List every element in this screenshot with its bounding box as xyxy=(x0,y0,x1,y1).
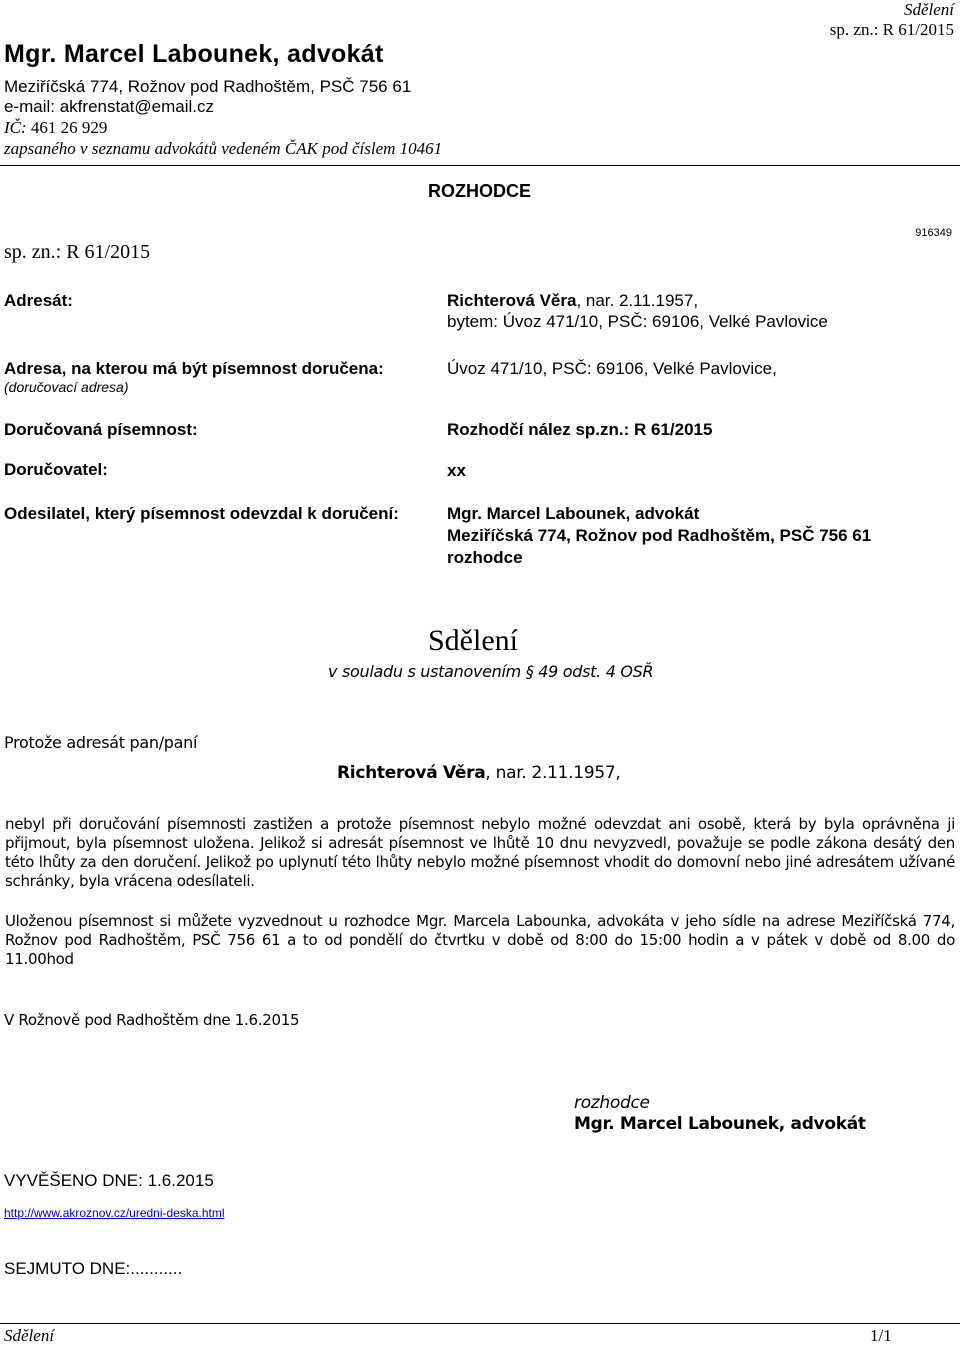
firm-address: Meziříčská 774, Rožnov pod Radhoštěm, PSČ 756 61 xyxy=(4,77,412,96)
addressee-label: Adresát: xyxy=(4,291,73,310)
role-heading: ROZHODCE xyxy=(428,181,531,201)
ic-value: 461 26 929 xyxy=(30,118,108,137)
footer-page-number: 1/1 xyxy=(870,1326,892,1345)
signature-role: rozhodce xyxy=(574,1093,650,1113)
posted-date: VYVĚŠENO DNE: 1.6.2015 xyxy=(4,1171,214,1190)
addressee-birth: , nar. 2.11.1957, xyxy=(576,291,699,310)
spzn-top: sp. zn.: R 61/2015 xyxy=(829,20,954,39)
notice-paragraph-2: Uloženou písemnost si můžete vyzvednout u rozhodce Mgr. Marcela Labounka, advokáta v jeho sídle na adrese Meziříčská 774, Rožnov pod Radhoštěm, PSČ 756 61 a to od pondělí do čtvrtku v době od 8:00 do 15:00 hodin a v pátek v době od 8.00 do 11.00hod xyxy=(5,912,955,968)
firm-registration: zapsaného v seznamu advokátů vedeném ČAK pod číslem 10461 xyxy=(4,139,443,158)
sender-line1: Mgr. Marcel Labounek, advokát xyxy=(447,504,700,523)
deliverer-value: xx xyxy=(447,461,466,480)
doc-number: 916349 xyxy=(915,227,952,239)
ic-label: IČ: xyxy=(4,118,27,137)
sender-line2: Meziříčská 774, Rožnov pod Radhoštěm, PSČ 756 61 xyxy=(447,526,872,545)
delivery-address-sub: (doručovací adresa) xyxy=(4,379,129,395)
addressee-line xyxy=(447,291,698,311)
notice-person xyxy=(337,763,620,783)
sender-line3: rozhodce xyxy=(447,548,523,567)
header-rule xyxy=(0,165,960,166)
firm-email: e-mail: akfrenstat@email.cz xyxy=(4,97,214,116)
notice-intro: Protože adresát pan/paní xyxy=(4,733,198,752)
notice-person-birth: , nar. 2.11.1957, xyxy=(485,763,621,783)
addressee-name: Richterová Věra xyxy=(447,291,577,310)
document-label: Doručovaná písemnost: xyxy=(4,420,198,439)
spzn-left-label: sp. zn.: xyxy=(4,241,62,263)
signature-name: Mgr. Marcel Labounek, advokát xyxy=(574,1114,866,1134)
firm-name: Mgr. Marcel Labounek, advokát xyxy=(4,40,384,68)
delivery-address-value: Úvoz 471/10, PSČ: 69106, Velké Pavlovice, xyxy=(447,359,777,378)
footer-rule xyxy=(0,1323,960,1324)
deliverer-label: Doručovatel: xyxy=(4,460,108,479)
notice-subtitle: v souladu s ustanovením § 49 odst. 4 OSŘ xyxy=(328,662,654,681)
doc-type-top: Sdělení xyxy=(903,0,954,19)
notice-title: Sdělení xyxy=(428,624,518,657)
notice-person-name: Richterová Věra xyxy=(337,763,486,783)
removed-date: SEJMUTO DNE:........... xyxy=(4,1259,183,1278)
notice-paragraph-1: nebyl při doručování písemnosti zastižen a protože písemnost nebylo možné odevzdat ani osobě, která by byla oprávněna ji přijmout, byla písemnost uložena. Jelikož si adresát písemnost ve lhůtě 10 dnu nevyzvedl, považuje se podle zákona desátý den této lhůty za den doručení. Jelikož po uplynutí této lhůty nebylo možné písemnost vhodit do domovní nebo jiné adresátem užívané schránky, byla vrácena odesílateli. xyxy=(5,815,955,890)
firm-ic xyxy=(4,118,107,138)
place-date: V Rožnově pod Radhoštěm dne 1.6.2015 xyxy=(4,1011,300,1029)
delivery-address-label: Adresa, na kterou má být písemnost doručena: xyxy=(4,359,384,378)
spzn-left xyxy=(4,241,150,264)
addressee-residence: bytem: Úvoz 471/10, PSČ: 69106, Velké Pavlovice xyxy=(447,312,828,331)
sender-label: Odesilatel, který písemnost odevzdal k doručení: xyxy=(4,504,399,523)
document-value: Rozhodčí nález sp.zn.: R 61/2015 xyxy=(447,420,713,439)
spzn-left-value: R 61/2015 xyxy=(66,241,151,263)
notice-board-link[interactable]: http://www.akroznov.cz/uredni-deska.html xyxy=(4,1206,225,1220)
footer-doc-type: Sdělení xyxy=(4,1326,55,1345)
